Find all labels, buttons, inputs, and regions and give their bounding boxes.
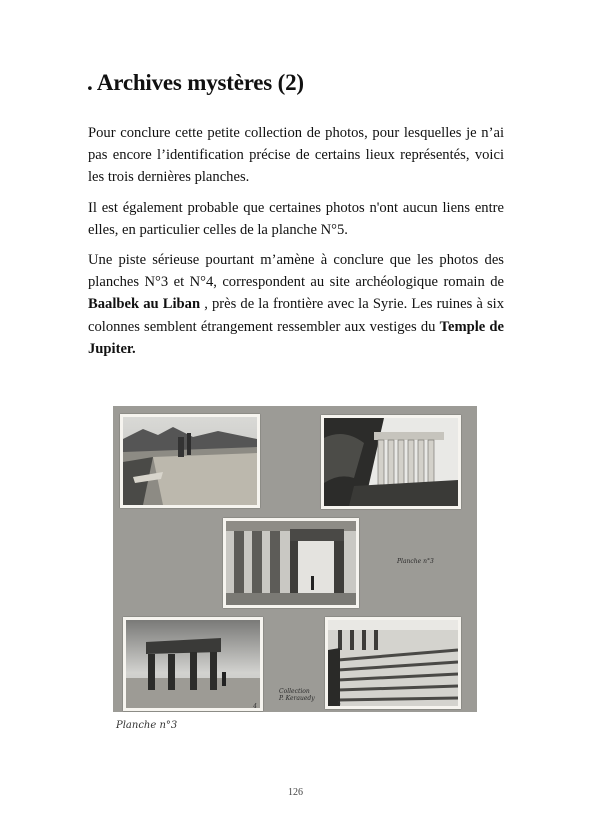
photo-ruins-landscape xyxy=(120,414,260,508)
page-number: 126 xyxy=(288,787,303,798)
plate-label: Planche n°3 xyxy=(397,558,434,565)
photo-temple-portal xyxy=(223,518,359,608)
photo-number-5: 5 xyxy=(337,701,341,708)
paragraph-2: Il est également probable que certaines photos n'ont aucun liens entre elles, en particulier celles de la planche N°5. xyxy=(88,199,504,238)
paragraph-3-text-a: Une piste sérieuse pourtant m’amène à conclure que les photos des planches N°3 et N°4, correspondent au site archéologique romain de xyxy=(88,252,504,291)
photo-ruins-seaside xyxy=(123,617,263,711)
paragraph-1: Pour conclure cette petite collection de photos, pour lesquelles je n’ai pas encore l’identification précise de certains lieux représentés, voici les trois dernières planches. xyxy=(88,125,504,186)
collection-credit-line1: Collection xyxy=(279,688,310,695)
paragraph-3 xyxy=(88,249,504,360)
body-text xyxy=(88,122,504,368)
temple-jupiter-highlight: Temple de Jupiter. xyxy=(88,318,505,357)
paragraph-3-text-b: , près de la frontière avec la Syrie. Les ruines à six colonnes semblent étrangement ressembler aux vestiges du xyxy=(88,296,505,335)
page-title: . Archives mystères (2) xyxy=(87,70,304,95)
photo-amphitheatre xyxy=(325,617,461,709)
baalbek-highlight: Baalbek au Liban xyxy=(88,296,201,313)
photo-temple-columns xyxy=(321,415,461,509)
collection-credit xyxy=(279,688,315,702)
photo-number-4: 4 xyxy=(253,703,257,710)
photo-plate xyxy=(113,406,477,712)
plate-caption: Planche n°3 xyxy=(116,720,178,731)
collection-credit-line2: P. Kerauedy xyxy=(279,695,315,702)
